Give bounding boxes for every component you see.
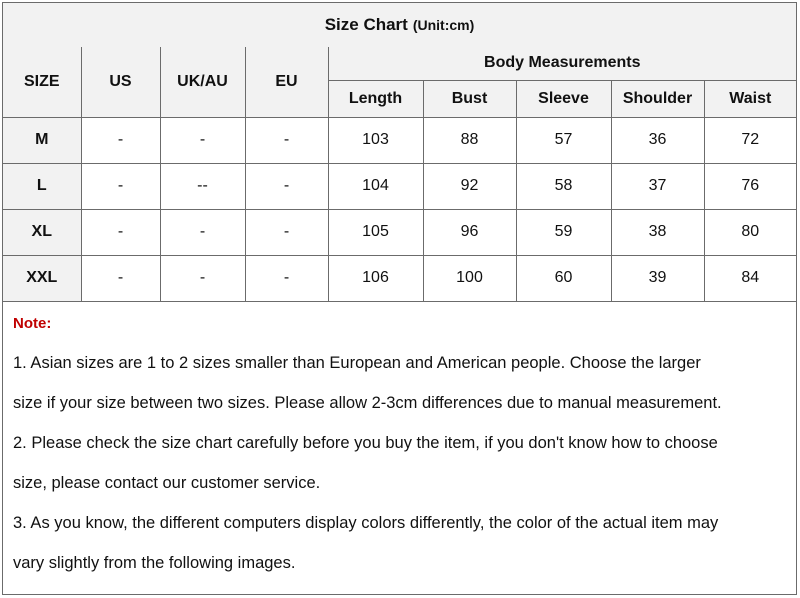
header-uk-au: UK/AU bbox=[160, 47, 245, 117]
table-row bbox=[3, 117, 796, 163]
table-row bbox=[3, 209, 796, 255]
size-cell: L bbox=[3, 163, 81, 209]
size-cell: XL bbox=[3, 209, 81, 255]
uk-au-cell: -- bbox=[160, 163, 245, 209]
header-body-measurements: Body Measurements bbox=[328, 47, 796, 80]
uk-au-cell: - bbox=[160, 117, 245, 163]
length-cell: 104 bbox=[328, 163, 423, 209]
waist-cell: 80 bbox=[704, 209, 796, 255]
size-table bbox=[3, 47, 796, 302]
table-row bbox=[3, 163, 796, 209]
note-line: 3. As you know, the different computers display colors differently, the color of the actual item may bbox=[13, 514, 719, 532]
sleeve-cell: 57 bbox=[516, 117, 611, 163]
uk-au-cell: - bbox=[160, 209, 245, 255]
us-cell: - bbox=[81, 209, 160, 255]
sleeve-cell: 60 bbox=[516, 255, 611, 301]
title-text: Size Chart bbox=[324, 15, 408, 34]
shoulder-cell: 38 bbox=[611, 209, 704, 255]
note-line: 2. Please check the size chart carefully before you buy the item, if you don't know how to choose bbox=[13, 434, 718, 452]
header-shoulder: Shoulder bbox=[611, 80, 704, 117]
sleeve-cell: 59 bbox=[516, 209, 611, 255]
header-us: US bbox=[81, 47, 160, 117]
table-row bbox=[3, 255, 796, 301]
uk-au-cell: - bbox=[160, 255, 245, 301]
waist-cell: 84 bbox=[704, 255, 796, 301]
header-size: SIZE bbox=[3, 47, 81, 117]
eu-cell: - bbox=[245, 163, 328, 209]
length-cell: 103 bbox=[328, 117, 423, 163]
bust-cell: 100 bbox=[423, 255, 516, 301]
note-line: size if your size between two sizes. Please allow 2-3cm differences due to manual measurement. bbox=[13, 394, 722, 412]
bust-cell: 92 bbox=[423, 163, 516, 209]
header-eu: EU bbox=[245, 47, 328, 117]
length-cell: 105 bbox=[328, 209, 423, 255]
eu-cell: - bbox=[245, 255, 328, 301]
us-cell: - bbox=[81, 255, 160, 301]
waist-cell: 72 bbox=[704, 117, 796, 163]
size-cell: XXL bbox=[3, 255, 81, 301]
shoulder-cell: 36 bbox=[611, 117, 704, 163]
header-sleeve: Sleeve bbox=[516, 80, 611, 117]
length-cell: 106 bbox=[328, 255, 423, 301]
us-cell: - bbox=[81, 163, 160, 209]
note-line: 1. Asian sizes are 1 to 2 sizes smaller than European and American people. Choose the larger bbox=[13, 354, 701, 372]
header-waist: Waist bbox=[704, 80, 796, 117]
header-bust: Bust bbox=[423, 80, 516, 117]
title-unit: (Unit:cm) bbox=[412, 17, 475, 33]
bust-cell: 88 bbox=[423, 117, 516, 163]
note-title: Note: bbox=[13, 315, 52, 332]
header-length: Length bbox=[328, 80, 423, 117]
shoulder-cell: 37 bbox=[611, 163, 704, 209]
bust-cell: 96 bbox=[423, 209, 516, 255]
notes-section bbox=[13, 305, 789, 583]
note-line: size, please contact our customer service. bbox=[13, 474, 321, 492]
sleeve-cell: 58 bbox=[516, 163, 611, 209]
eu-cell: - bbox=[245, 209, 328, 255]
note-lines bbox=[13, 343, 789, 583]
chart-title bbox=[3, 3, 796, 48]
waist-cell: 76 bbox=[704, 163, 796, 209]
eu-cell: - bbox=[245, 117, 328, 163]
size-chart bbox=[2, 2, 797, 595]
us-cell: - bbox=[81, 117, 160, 163]
shoulder-cell: 39 bbox=[611, 255, 704, 301]
size-cell: M bbox=[3, 117, 81, 163]
note-line: vary slightly from the following images. bbox=[13, 554, 296, 572]
